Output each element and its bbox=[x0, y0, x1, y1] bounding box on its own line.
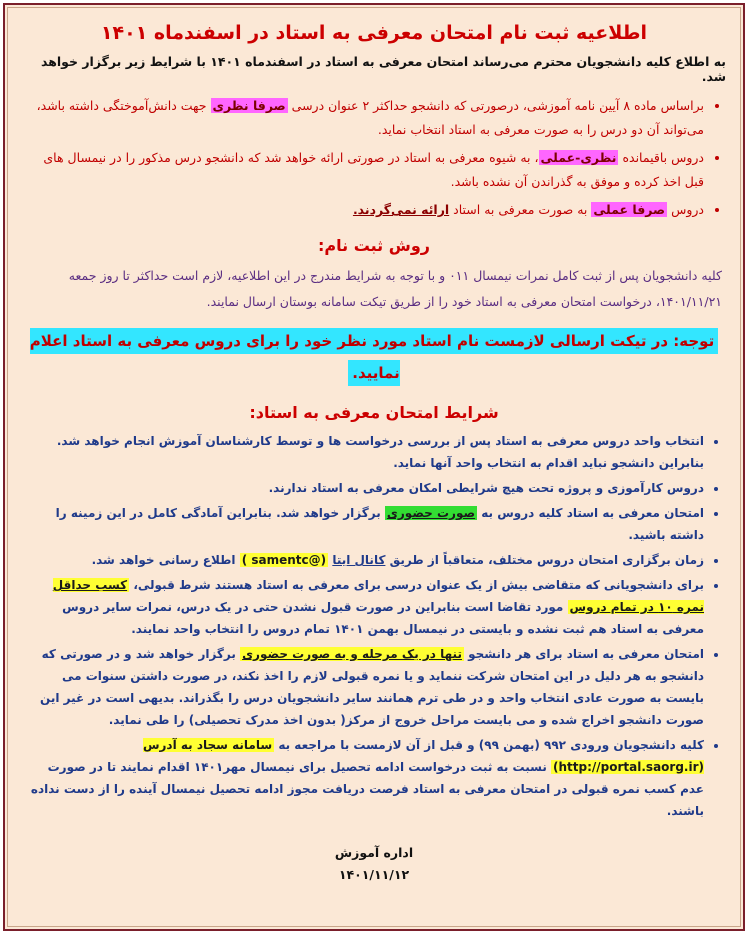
ticket-notice-text: توجه: در تیکت ارسالی لازمست نام استاد مورد نظر خود را برای دروس معرفی به استاد اعلام نمایید. bbox=[30, 328, 718, 386]
list-item bbox=[22, 94, 704, 142]
notice-date: ۱۴۰۱/۱۱/۱۲ bbox=[338, 867, 410, 882]
item-text: برای دانشجویانی که متقاضی بیش از یک عنوان درسی برای معرفی به استاد هستند شرط قبولی، bbox=[129, 578, 704, 592]
conditions-list bbox=[22, 430, 726, 822]
item-text: دروس bbox=[667, 202, 704, 217]
list-item bbox=[22, 643, 704, 731]
conditions-heading: شرایط امتحان معرفی به استاد: bbox=[249, 403, 499, 422]
list-item bbox=[22, 549, 704, 571]
list-item bbox=[22, 734, 704, 822]
registration-heading: روش ثبت نام: bbox=[318, 236, 430, 255]
highlight-min-grade: کسب حداقل نمره ۱۰ در تمام دروس bbox=[52, 578, 704, 614]
list-item bbox=[22, 198, 704, 222]
eligibility-list bbox=[22, 94, 726, 222]
highlight-single-stage: تنها در یک مرحله و به صورت حضوری bbox=[242, 647, 462, 661]
item-text: مورد تقاضا است بنابراین در صورت قبول نشدن حتی در یک درس، نمرات سایر دروس معرفی به استاد هم ثبت نشده و بایستی در نیمسال بهمن ۱۴۰۱ تمام دروس را انتخاب واحد نمایند. bbox=[62, 600, 704, 636]
office-name: اداره آموزش bbox=[334, 845, 414, 860]
list-item bbox=[22, 502, 704, 546]
intro-text: به اطلاع کلیه دانشجویان محترم می‌رساند امتحان معرفی به استاد در اسفندماه ۱۴۰۱ با شرایط زیر برگزار خواهد شد. bbox=[40, 54, 726, 84]
item-text: برگزار خواهد شد و در صورتی که دانشجو به هر دلیل در این امتحان شرکت ننماید و یا نمره قبولی لازم را اخذ نکند، در صورت داشتن سنوات می بایست به صورت عادی انتخاب واحد و در طی ترم همانند سایر دانشجویان درس را بگذراند. بدیهی است در غیر این صورت دانشجو اخراج شده و می بایست مراحل خروج از مرکز( بدون اخذ مدرک تحصیلی) را طی نماید. bbox=[40, 647, 704, 727]
item-text: امتحان معرفی به استاد برای هر دانشجو bbox=[463, 647, 704, 661]
item-text: برگزار خواهد شد. بنابراین آمادگی کامل در این زمینه را داشته باشید. bbox=[55, 506, 704, 542]
item-text: زمان برگزاری امتحان دروس مختلف، متعاقباً از طریق bbox=[385, 553, 704, 567]
page-title: اطلاعیه ثبت نام امتحان معرفی به استاد در اسفندماه ۱۴۰۱ bbox=[100, 22, 648, 44]
sajad-portal-link[interactable]: سامانه سجاد به آدرس (http://portal.saorg.ir) bbox=[142, 738, 704, 774]
list-item: • دروس کارآموزی و پروژه تحت هیچ شرایطی امکان معرفی به استاد ندارند. bbox=[22, 477, 704, 499]
list-item bbox=[22, 146, 704, 194]
notice-content bbox=[8, 8, 740, 886]
item-text: به صورت معرفی به استاد bbox=[449, 202, 592, 217]
registration-text: کلیه دانشجویان پس از ثبت کامل نمرات نیمسال ۰۱۱ و با توجه به شرایط مندرج در این اطلاعیه، لازم است حداکثر تا روز جمعه ۱۴۰۱/۱۱/۲۱، درخواست امتحان معرفی به استاد خود را از طریق تیکت سامانه بوستان ارسال نمایند. bbox=[68, 268, 722, 309]
item-text: دروس باقیمانده bbox=[618, 150, 704, 165]
list-item bbox=[22, 574, 704, 640]
item-text: جهت دانش‌آموختگی داشته باشد، می‌تواند آن دو درس را به صورت معرفی به استاد انتخاب نماید. bbox=[36, 98, 704, 137]
highlight-practice-only: صرفا عملی bbox=[593, 202, 666, 217]
notice-inner-border bbox=[7, 7, 741, 927]
item-text: کلیه دانشجویان ورودی ۹۹۲ (بهمن ۹۹) و قبل از آن لازمست با مراجعه به bbox=[274, 738, 704, 752]
list-item: • انتخاب واحد دروس معرفی به استاد پس از بررسی درخواست ها و توسط کارشناسان آموزش انجام خواهد شد. بنابراین دانشجو نباید اقدام به انتخاب واحد آنها نماید. bbox=[22, 430, 704, 474]
ticket-notice bbox=[22, 325, 726, 389]
not-offered-text: ارائه نمی‌گردند. bbox=[352, 202, 450, 217]
highlight-theory-practice: نظری-عملی bbox=[540, 150, 617, 165]
highlight-in-person: صورت حضوری bbox=[386, 506, 476, 520]
signature-block bbox=[22, 842, 726, 886]
item-text: نسبت به ثبت درخواست ادامه تحصیل برای نیمسال مهر۱۴۰۱ اقدام نمایند تا در صورت عدم کسب نمره قبولی در امتحان معرفی به استاد فرصت دریافت مجوز ادامه تحصیل نیمسال آینده را از دست نداده باشند. bbox=[30, 760, 704, 818]
highlight-theory-only: صرفا نظری bbox=[212, 98, 286, 113]
channel-handle: (@samentc ) bbox=[241, 553, 327, 567]
item-text: ، به شیوه معرفی به استاد در صورتی ارائه خواهد شد که دانشجو درس مذکور را در نیمسال های قبل اخذ کرده و موفق به گذراندن آن نشده باشد. bbox=[43, 150, 704, 189]
item-text: امتحان معرفی به استاد کلیه دروس به bbox=[477, 506, 704, 520]
item-text: براساس ماده ۸ آیین نامه آموزشی، درصورتی که دانشجو حداکثر ۲ عنوان درسی bbox=[287, 98, 704, 113]
item-text: اطلاع رسانی خواهد شد. bbox=[91, 553, 240, 567]
eita-channel-label: کانال ایتا bbox=[332, 553, 386, 567]
notice-frame bbox=[3, 3, 745, 931]
